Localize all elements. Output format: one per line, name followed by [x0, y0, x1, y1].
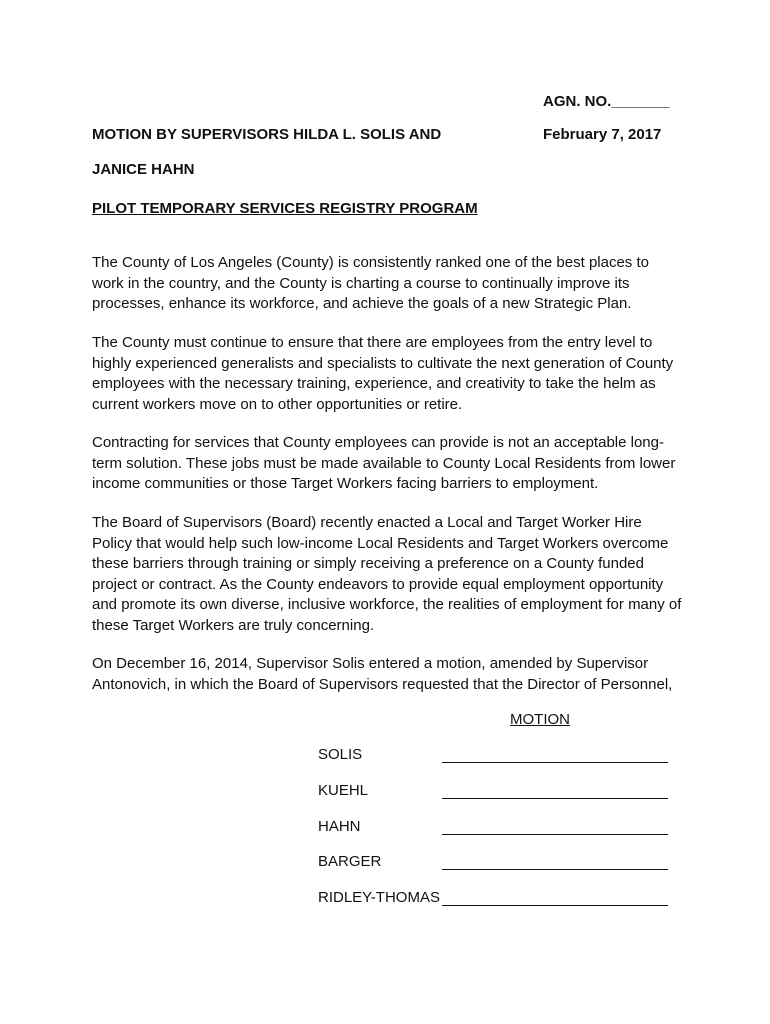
paragraph-1: The County of Los Angeles (County) is consistently ranked one of the best places to work in the country, and the County is charting a course to continually improve its processes, enhance its workforce, and achieve the goals of a new Strategic Plan.: [92, 254, 649, 312]
motion-by-continued: JANICE HAHN: [92, 161, 195, 178]
motion-by-line: MOTION BY SUPERVISORS HILDA L. SOLIS AND: [92, 126, 442, 143]
motion-date: February 7, 2017: [543, 126, 662, 143]
vote-name: RIDLEY-THOMAS: [318, 889, 440, 906]
vote-row-solis: [318, 746, 678, 766]
vote-signature-line: [442, 889, 668, 906]
vote-signature-line: [442, 746, 668, 763]
paragraph-3: Contracting for services that County employees can provide is not an acceptable long-term solution. These jobs must be made available to County Local Residents from lower income communities or those Target Workers facing barriers to employment.: [92, 434, 676, 492]
vote-name: SOLIS: [318, 746, 363, 763]
paragraph-4: The Board of Supervisors (Board) recently enacted a Local and Target Worker Hire Policy that would help such low-income Local Residents and Target Workers overcome these barriers through training or simply receiving a preference on a County funded project or contract. As the County endeavors to provide equal employment opportunity and promote its own diverse, inclusive workforce, the realities of employment for many of these Target Workers are truly concerning.: [92, 514, 682, 634]
vote-name: KUEHL: [318, 782, 369, 799]
vote-signature-line: [442, 818, 668, 835]
agenda-number: AGN. NO._______: [543, 93, 670, 110]
vote-row-ridley-thomas: [318, 889, 678, 909]
vote-signature-line: [442, 853, 668, 870]
vote-row-barger: [318, 853, 678, 873]
document-title: PILOT TEMPORARY SERVICES REGISTRY PROGRAM: [92, 200, 478, 217]
motion-heading: MOTION: [510, 711, 570, 728]
paragraph-5: On December 16, 2014, Supervisor Solis entered a motion, amended by Supervisor Antonovich, in which the Board of Supervisors requested that the Director of Personnel,: [92, 655, 673, 693]
paragraph-2: The County must continue to ensure that there are employees from the entry level to highly experienced generalists and specialists to cultivate the next generation of County employees with the necessary training, experience, and creativity to take the helm as current workers move on to other opportunities or retire.: [92, 334, 674, 413]
vote-row-kuehl: [318, 782, 678, 802]
vote-row-hahn: [318, 818, 678, 838]
vote-name: HAHN: [318, 818, 361, 835]
vote-signature-line: [442, 782, 668, 799]
vote-name: BARGER: [318, 853, 382, 870]
